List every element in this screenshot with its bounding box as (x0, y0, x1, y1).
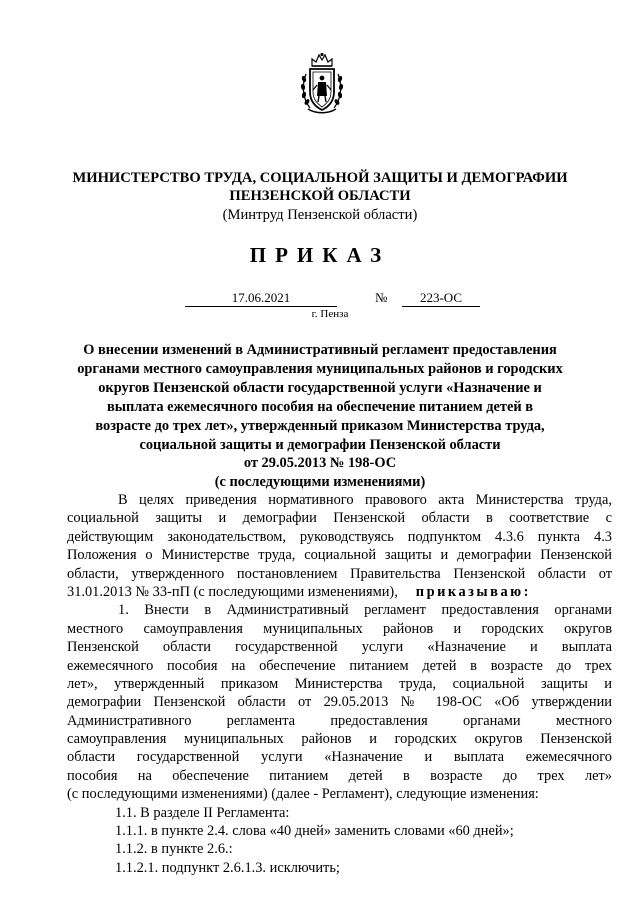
body-line (67, 583, 612, 601)
body-line: Пензенской области государственной услуги «Назначение и выплата (67, 639, 612, 656)
body-line: действующим законодательством, руководствуясь подпунктом 4.3.6 пункта 4.3 (67, 528, 612, 545)
body-line: В целях приведения нормативного правового акта Министерства труда, (118, 492, 612, 508)
order-number: 223-ОС (402, 290, 480, 307)
body-line: местного самоуправления муниципальных районов и городских округов (67, 620, 612, 637)
body-line: социальной защиты и демографии Пензенской области в соответствие с (67, 510, 612, 527)
body-line: ежемесячного пособия на обеспечение питанием детей в возрасте до трех (67, 657, 612, 674)
body-line: самоуправления муниципальных районов и городских округов Пензенской (67, 731, 612, 748)
list-item: 1.1.1. в пункте 2.4. слова «40 дней» заменить словами «60 дней»; (115, 823, 514, 840)
ministry-name-line-1: МИНИСТЕРСТВО ТРУДА, СОЦИАЛЬНОЙ ЗАЩИТЫ И ДЕМОГРАФИИ (72, 170, 568, 186)
order-number-sign: № (375, 290, 388, 305)
order-body (67, 491, 612, 877)
body-line: Положения о Министерстве труда, социальной защиты и демографии Пензенской (67, 547, 612, 564)
list-item: 1.1. В разделе II Регламента: (115, 804, 290, 821)
subject-line: округов Пензенской области государственной услуги «Назначение и (98, 379, 542, 396)
body-line: Административного регламента предоставления органами местного (67, 712, 612, 729)
subject-line: возрасте до трех лет», утвержденный приказом Министерства труда, (95, 417, 545, 434)
body-line: 1. Внести в Административный регламент предоставления органами (118, 602, 612, 619)
body-line: области государственной услуги «Назначение и выплата ежемесячного (67, 749, 612, 766)
ministry-name-line-2: ПЕНЗЕНСКОЙ ОБЛАСТИ (229, 188, 411, 204)
body-line: (с последующими изменениями) (далее - Регламент), следующие изменения: (67, 786, 539, 803)
decree-word: приказываю: (415, 583, 531, 600)
body-line: лет», утвержденный приказом Министерства труда, социальной защиты и (67, 675, 612, 692)
body-line: пособия на обеспечение питанием детей в возрасте до трех лет» (67, 767, 612, 784)
list-item: 1.1.2.1. подпункт 2.6.1.3. исключить; (115, 859, 340, 876)
subject-line: выплата ежемесячного пособия на обеспечение питанием детей в (106, 398, 534, 415)
order-date: 17.06.2021 (185, 290, 337, 307)
list-item: 1.1.2. в пункте 2.6.: (115, 841, 233, 858)
subject-line: социальной защиты и демографии Пензенской области (139, 436, 501, 453)
body-line: демографии Пензенской области от 29.05.2013 № 198-ОС «Об утверждении (67, 694, 612, 711)
subject-line: (с последующими изменениями) (214, 474, 426, 491)
penza-coat-of-arms-icon (298, 52, 346, 116)
body-line: области, утвержденного постановлением Правительства Пензенской области от (67, 565, 612, 582)
order-city: г. Пенза (311, 308, 349, 320)
order-title: ПРИКАЗ (249, 243, 391, 267)
subject-line: О внесении изменений в Административный регламент предоставления (83, 342, 557, 358)
subject-line: органами местного самоуправления муниципальных районов и городских (77, 360, 563, 377)
body-line-text: 31.01.2013 № 33-пП (с последующими изменениями), (67, 583, 398, 600)
subject-line: от 29.05.2013 № 198-ОС (243, 455, 397, 472)
ministry-short-name: (Минтруд Пензенской области) (222, 207, 418, 223)
order-subject (70, 341, 570, 492)
